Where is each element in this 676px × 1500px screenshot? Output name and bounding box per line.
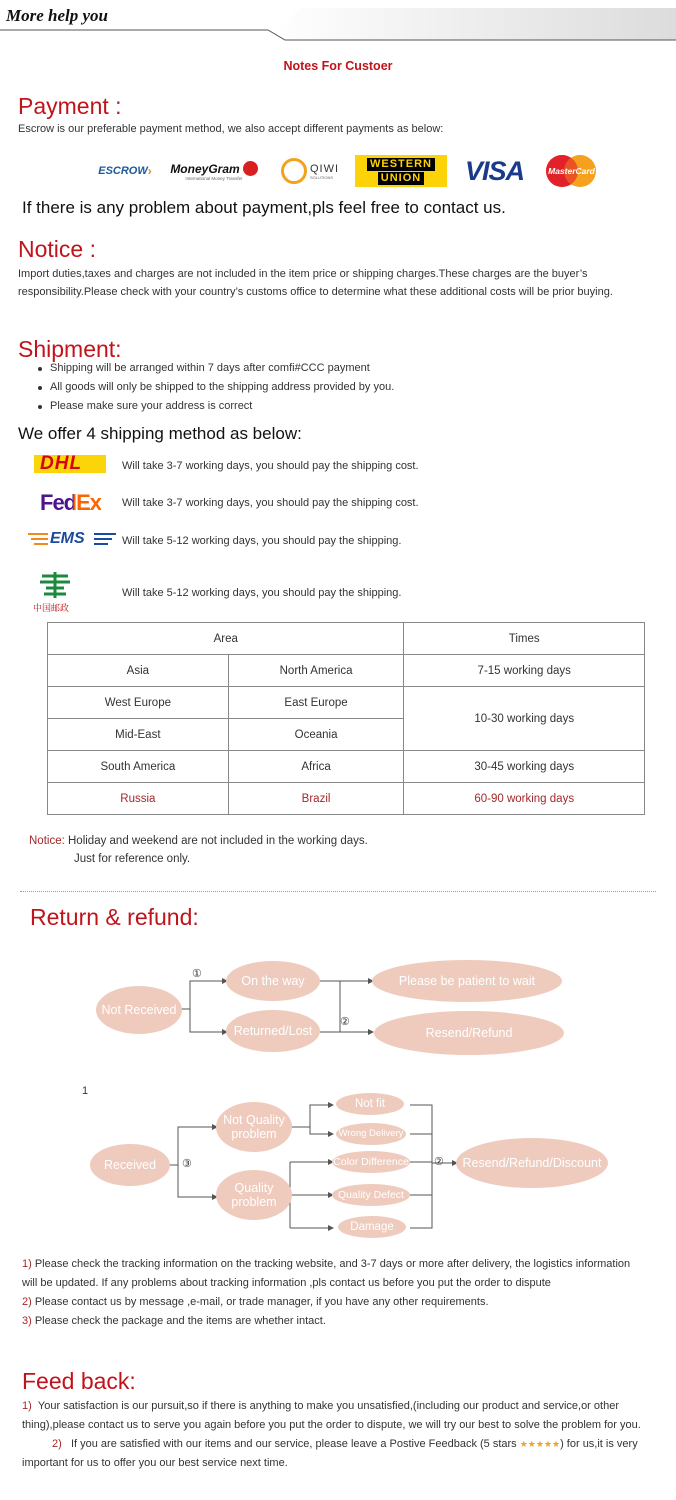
ems-text: Will take 5-12 working days, you should pay the shipping. xyxy=(122,535,402,547)
not-received-node: Not Received xyxy=(96,986,182,1034)
table-cell: Russia xyxy=(48,783,229,815)
table-cell: 60-90 working days xyxy=(404,783,645,815)
table-cell: Brazil xyxy=(228,783,404,815)
payment-contact: If there is any problem about payment,pls feel free to contact us. xyxy=(22,198,506,217)
refund-note: 2) Please contact us by message ,e-mail, or trade manager, if you have any other requirements. xyxy=(22,1296,489,1308)
color-difference-node: Color Difference xyxy=(332,1151,410,1173)
dhl-text: Will take 3-7 working days, you should pay the shipping cost. xyxy=(122,460,419,472)
notice-line-2: responsibility.Please check with your country’s customs office to determine what these additional costs will be prior buying. xyxy=(18,286,613,298)
wrong-delivery-node: Wrong Delivery xyxy=(336,1123,406,1145)
returned-lost-node: Returned/Lost xyxy=(226,1010,320,1052)
table-header-times: Times xyxy=(404,623,645,655)
mastercard-logo: MasterCard xyxy=(544,152,599,190)
notice-heading: Notice : xyxy=(18,236,96,262)
five-stars-icon: ★★★★★ xyxy=(519,1439,561,1449)
table-cell: Mid-East xyxy=(48,719,229,751)
dhl-logo: DHL xyxy=(34,453,106,477)
step-number: ① xyxy=(192,968,202,980)
feedback-heading: Feed back: xyxy=(22,1368,136,1394)
payment-intro: Escrow is our preferable payment method, we also accept different payments as below: xyxy=(18,123,444,135)
shipping-note xyxy=(29,832,368,868)
table-cell: Oceania xyxy=(228,719,404,751)
china-post-logo: 中国邮政 xyxy=(30,570,80,616)
western-union-logo: WESTERN UNION xyxy=(355,155,447,187)
visa-logo: VISA xyxy=(464,155,525,186)
escrow-logo: ESCROW › xyxy=(98,164,152,178)
table-cell: North America xyxy=(228,655,404,687)
shipment-bullet: Please make sure your address is correct xyxy=(50,400,253,412)
refund-heading: Return & refund: xyxy=(30,904,199,930)
feedback-line-2: thing),please contact us to serve you again before you put the order to dispute, we will try our best to solve the problem for you. xyxy=(22,1419,641,1431)
header-title: More help you xyxy=(6,6,108,25)
table-cell: 7-15 working days xyxy=(404,655,645,687)
notice-line-1: Import duties,taxes and charges are not included in the item price or shipping charges.These charges are the buyer’s xyxy=(18,268,588,280)
table-cell: Asia xyxy=(48,655,229,687)
shipping-methods-title: We offer 4 shipping method as below: xyxy=(18,424,302,443)
step-number: ② xyxy=(340,1016,350,1028)
not-fit-node: Not fit xyxy=(336,1093,404,1115)
resend-refund-node: Resend/Refund xyxy=(374,1011,564,1055)
fedex-logo xyxy=(40,490,101,516)
refund-note: 1) Please check the tracking information on the tracking website, and 3-7 days or more after delivery, the logistics information xyxy=(22,1258,631,1270)
table-cell: East Europe xyxy=(228,687,404,719)
notes-title: Notes For Custoer xyxy=(283,59,393,73)
shipping-note-label: Notice: xyxy=(29,835,65,847)
table-cell: 10-30 working days xyxy=(404,687,645,751)
feedback-line-4: important for us to offer you our best service next time. xyxy=(22,1457,288,1469)
table-row xyxy=(48,687,645,719)
shipment-bullet: All goods will only be shipped to the shipping address provided by you. xyxy=(50,381,395,393)
table-header-area: Area xyxy=(48,623,404,655)
feedback-line-1: 1) Your satisfaction is our pursuit,so if there is anything to make you unsatisfied,(including our product and service,or other xyxy=(22,1400,619,1412)
damage-node: Damage xyxy=(338,1216,406,1238)
table-cell: Africa xyxy=(228,751,404,783)
table-row xyxy=(48,751,645,783)
shipping-note-line-2: Just for reference only. xyxy=(74,853,191,865)
refund-note: will be updated. If any problems about tracking information ,pls contact us before you put the order to dispute xyxy=(22,1277,551,1289)
shipment-bullet: Shipping will be arranged within 7 days after comfi#CCC payment xyxy=(50,362,370,374)
table-cell: South America xyxy=(48,751,229,783)
page-header xyxy=(0,0,676,46)
be-patient-node: Please be patient to wait xyxy=(372,960,562,1002)
shipment-heading: Shipment: xyxy=(18,336,122,362)
fedex-logo-text: FedEx xyxy=(40,490,102,515)
fedex-text: Will take 3-7 working days, you should pay the shipping cost. xyxy=(122,497,419,509)
table-cell: West Europe xyxy=(48,687,229,719)
table-cell: 30-45 working days xyxy=(404,751,645,783)
step-number: ② xyxy=(434,1156,444,1168)
received-node: Received xyxy=(90,1144,170,1186)
resend-refund-discount-node: Resend/Refund/Discount xyxy=(456,1138,608,1188)
table-row xyxy=(48,655,645,687)
moneygram-logo: MoneyGram International Money Transfer xyxy=(165,152,263,190)
diagram-marker: 1 xyxy=(82,1085,89,1097)
payment-heading: Payment : xyxy=(18,93,122,119)
not-quality-problem-node: Not Quality problem xyxy=(216,1102,292,1152)
refund-note: 3) Please check the package and the items are whether intact. xyxy=(22,1315,326,1327)
quality-problem-node: Quality problem xyxy=(216,1170,292,1220)
step-number: ③ xyxy=(182,1158,192,1170)
table-row xyxy=(48,783,645,815)
shipping-note-line-1: Holiday and weekend are not included in the working days. xyxy=(64,835,368,847)
china-post-emblem xyxy=(38,570,72,600)
quality-defect-node: Quality Defect xyxy=(332,1184,410,1206)
qiwi-logo: QIWI SOLUTIONS xyxy=(275,152,345,190)
china-post-text: Will take 5-12 working days, you should pay the shipping. xyxy=(122,587,402,599)
ems-logo: EMS xyxy=(28,529,116,551)
shipping-times-table xyxy=(47,622,645,815)
on-the-way-node: On the way xyxy=(226,961,320,1001)
divider xyxy=(20,891,656,892)
feedback-line-3: 2) If you are satisfied with our items and our service, please leave a Postive Feedback (5 stars ★★★★★) for us,it is very xyxy=(52,1438,638,1450)
